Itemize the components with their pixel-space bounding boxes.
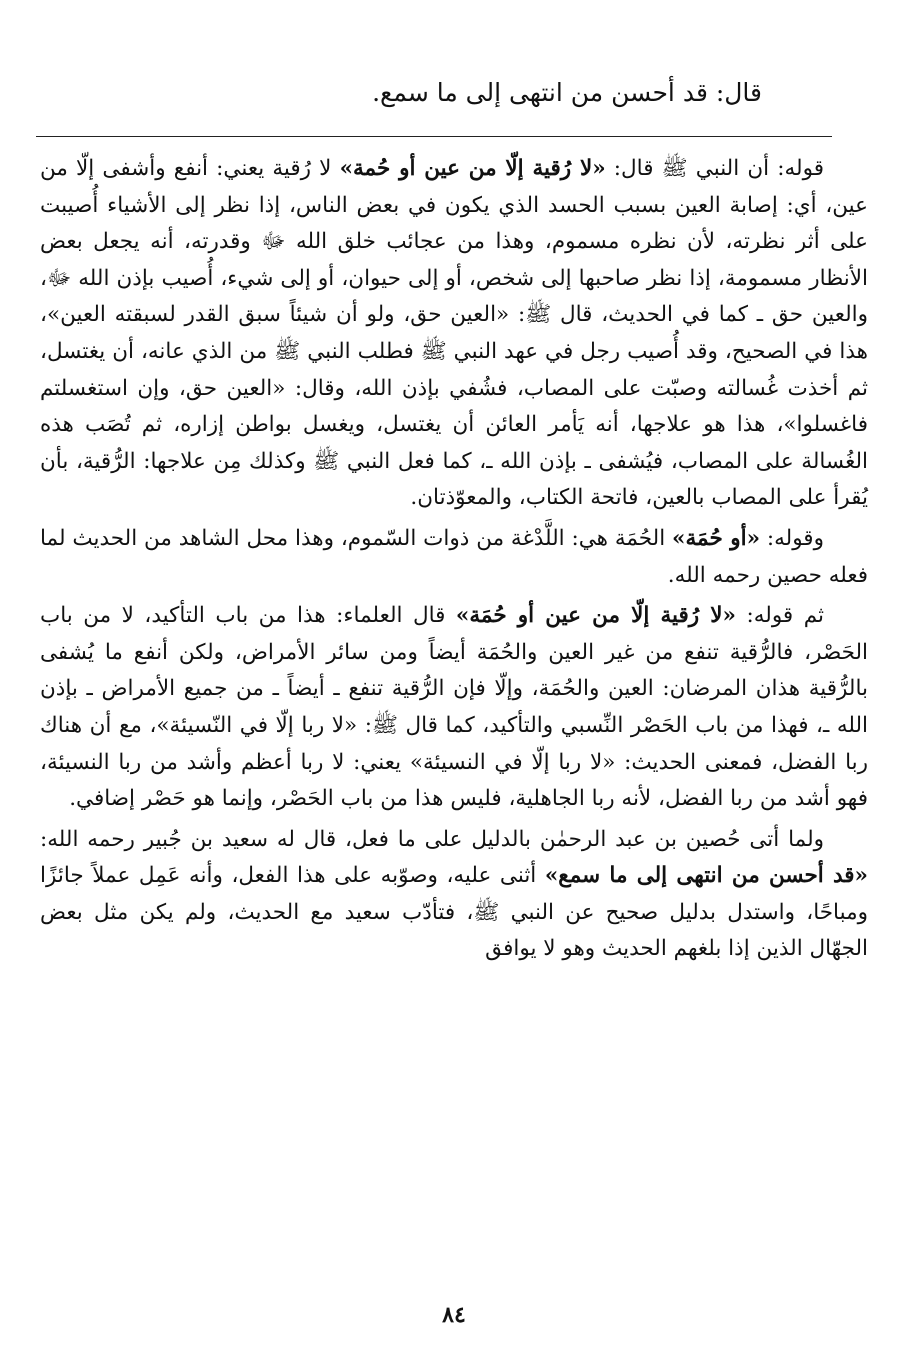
carried-over-text: قال: قد أحسن من انتهى إلى ما سمع. — [372, 78, 762, 107]
text-segment: أثنى عليه، وصوّبه على هذا الفعل، وأنه عَمِل عملاً جائزًا ومباحًا، واستدل بدليل صحيح عن النبي ﷺ، فتأدّب سعيد مع الحديث، ولم يكن مثل بعض الجهّال الذين إذا بلغهم الحديث وهو لا يوافق — [40, 863, 868, 962]
footnote-divider — [36, 136, 832, 137]
text-segment: قال العلماء: هذا من باب التأكيد، لا من باب الحَصْر، فالرُّقية تنفع من غير العين والحُمَة أيضاً ومن سائر الأمراض، ولكن أنفع ما يُشفى بالرُّقية هذان المرضان: العين والحُمَة، وإلّا فإن الرُّقية تنفع ـ أيضاً ـ من جميع الأمراض ـ بإذن الله ـ، فهذا من باب الحَصْر النِّسبي والتأكيد، كما قال ﷺ: «لا ربا إلّا في النّسيئة»، مع أن هناك ربا الفضل، فمعنى الحديث: «لا ربا إلّا في النسيئة» يعني: لا ربا أعظم وأشد من ربا النسيئة، فهو أشد من ربا الفضل، لأنه ربا الجاهلية، فليس هذا من باب الحَصْر، وإنما هو حَصْر إضافي. — [40, 603, 868, 812]
hadith-quote: «قد أحسن من انتهى إلى ما سمع» — [544, 863, 868, 889]
page-number: ٨٤ — [442, 1302, 466, 1328]
text-segment: ثم قوله: — [736, 603, 824, 629]
commentary-body — [40, 151, 868, 972]
text-segment: الحُمَة هي: اللَّدْغة من ذوات السّموم، وهذا محل الشاهد من الحديث لما فعله حصين رحمه الله. — [40, 525, 868, 588]
text-segment: وقوله: — [760, 525, 824, 551]
hadith-quote: «لا رُقية إلّا من عين أو حُمة» — [339, 156, 606, 181]
hadith-quote: «أو حُمَة» — [672, 525, 761, 551]
hadith-quote: «لا رُقية إلّا من عين أو حُمَة» — [455, 603, 736, 629]
paragraph-ruqya-explanation — [40, 151, 868, 517]
text-segment: ولما أتى حُصين بن عبد الرحمٰن بالدليل على ما فعل، قال له سعيد بن جُبير رحمه الله: — [40, 826, 824, 852]
text-segment: قوله: أن النبي ﷺ قال: — [605, 156, 824, 181]
text-segment: لا رُقية يعني: أنفع وأشفى إلّا من عين، أي: إصابة العين بسبب الحسد الذي يكون في بعض الناس، إذا نظر إلى الأشياء أُصيبت على أثر نظرته، لأن نظره مسموم، وهذا من عجائب خلق الله ﷻ وقدرته، أنه يجعل بعض الأنظار مسمومة، إذا نظر صاحبها إلى شخص، أو إلى حيوان، أو إلى شيء، أُصيب بإذن الله ﷻ، والعين حق ـ كما في الحديث، قال ﷺ: «العين حق، ولو أن شيئاً سبق القدر لسبقته العين»، هذا في الصحيح، وقد أُصيب رجل في عهد النبي ﷺ فطلب النبي ﷺ من الذي عانه، أن يغتسل، ثم أخذت غُسالته وصبّت على المصاب، فشُفي بإذن الله، وقال: «العين حق، وإن استغسلتم فاغسلوا»، هذا هو علاجها، أنه يَأمر العائن أن يغتسل، ويغسل بواطن إزاره، ثم تُصَب هذه الغُسالة على المصاب، فيُشفى ـ بإذن الله ـ، كما فعل النبي ﷺ وكذلك مِن علاجها: الرُّقية، بأن يُقرأ على المصاب بالعين، فاتحة الكتاب، والمعوّذتان. — [40, 156, 868, 511]
paragraph-said-ibn-jubair — [40, 822, 868, 968]
paragraph-huma-explanation — [40, 521, 868, 594]
paragraph-hasr-explanation — [40, 598, 868, 818]
